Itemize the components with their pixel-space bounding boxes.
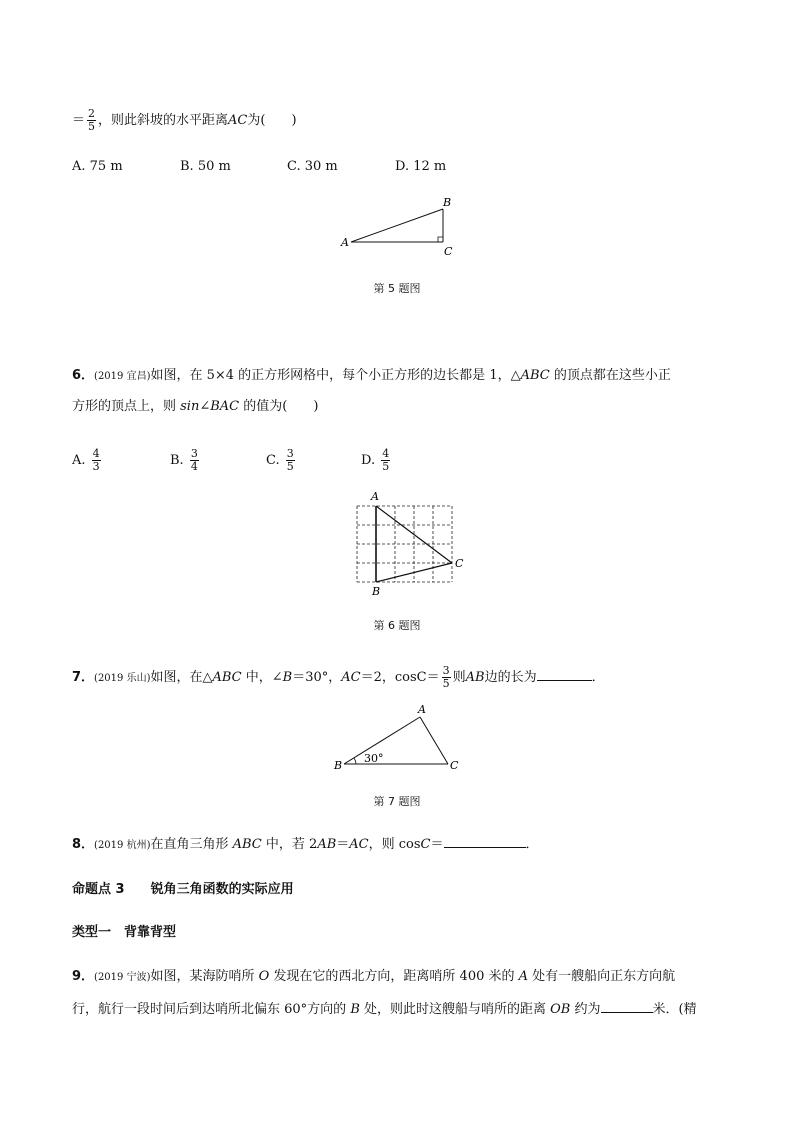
q5-side-ab [351, 209, 443, 242]
q7-text-b: 中，∠ [241, 670, 283, 685]
q6-side-bc [376, 563, 452, 582]
q9-o: O [258, 969, 270, 984]
q8-end: ． [525, 837, 539, 852]
q5-option-d[interactable]: D. 12 m [395, 159, 447, 174]
q8-text-d: ，则 cos [368, 837, 421, 852]
q7-caption: 第 7 题图 [373, 795, 421, 808]
q7-end: ． [591, 670, 605, 685]
q6-opt-d-den: 5 [382, 460, 390, 473]
q9-line2-c: 约为 [570, 1002, 601, 1017]
q8-text-a: 在直角三角形 [150, 837, 233, 852]
q6-label-c: C [455, 557, 464, 570]
q8-text-b: 中，若 2 [261, 837, 318, 852]
q7-label-c: C [450, 759, 459, 772]
q7-ab: AB [465, 670, 485, 685]
q7-figure [328, 700, 468, 780]
q8-ac: AC [349, 837, 369, 852]
section-heading: 命题点 3 锐角三角函数的实际应用 [72, 882, 294, 897]
q8-text-e: ＝ [430, 837, 444, 852]
q6-line2-b: 的值为( ) [239, 399, 319, 414]
q6-opt-c-frac [286, 448, 295, 473]
q5-frac-num: 2 [88, 107, 96, 120]
q5-stem [72, 108, 297, 133]
q9-line1-c: 处有一艘船向正东方向航 [528, 969, 676, 984]
q5-suffix: 为( ) [247, 113, 297, 128]
q6-label-b: B [372, 585, 381, 598]
q5-text: ，则此斜坡的水平距离 [98, 113, 229, 128]
q6-opt-d-num: 4 [382, 447, 390, 460]
q5-option-c[interactable]: C. 30 m [287, 159, 338, 174]
q8-source: (2019 杭州) [94, 840, 151, 851]
q9-line1-a: 如图，某海防哨所 [150, 969, 259, 984]
q6-opt-d-label: D. [361, 453, 376, 468]
q7-stem [72, 665, 605, 690]
q5-caption: 第 5 题图 [373, 282, 421, 295]
q6-opt-a-label: A. [72, 453, 86, 468]
q6-sin-expr: sin∠BAC [180, 399, 240, 414]
q9-line2-d: 米．(精 [652, 1002, 697, 1017]
q6-opt-d-frac [381, 448, 390, 473]
q9-answer-blank[interactable] [601, 1000, 653, 1013]
q6-opt-b-frac [190, 448, 199, 473]
q7-angle-label: 30° [364, 752, 384, 765]
q6-opt-c-label: C. [266, 453, 280, 468]
q5-frac-den: 5 [88, 120, 96, 133]
q8-tri: ABC [232, 837, 262, 852]
q9-a: A [518, 969, 529, 984]
q6-opt-b-label: B. [170, 453, 184, 468]
q6-number: 6． [72, 368, 95, 383]
q6-stem-line1 [72, 366, 671, 387]
q7-number: 7． [72, 670, 95, 685]
q5-label-a: A [341, 236, 349, 249]
q6-opt-a-num: 4 [92, 447, 100, 460]
q9-b: B [350, 1002, 360, 1017]
q6-source: (2019 宜昌) [94, 371, 151, 382]
q8-stem [72, 835, 539, 856]
q9-source: (2019 宁波) [94, 972, 151, 983]
q6-side-ac [376, 506, 452, 563]
q6-tri: ABC [520, 368, 550, 383]
q6-opt-a-frac [92, 448, 101, 473]
q6-grid-figure [345, 488, 475, 600]
q6-opt-a-den: 3 [92, 460, 100, 473]
q5-option-b[interactable]: B. 50 m [180, 159, 231, 174]
q9-line2-a: 行，航行一段时间后到达哨所北偏东 60°方向的 [72, 1002, 351, 1017]
q7-fraction [442, 665, 451, 690]
q6-line1-end: 的顶点都在这些小正 [549, 368, 671, 383]
q5-var-ac: AC [228, 113, 248, 128]
q6-opt-b-den: 4 [190, 460, 198, 473]
q5-fraction [87, 108, 96, 133]
q8-text-c: ＝ [336, 837, 350, 852]
q7-side-ac [420, 717, 448, 764]
q6-option-b[interactable] [170, 448, 201, 473]
q7-tri: ABC [212, 670, 242, 685]
q8-c: C [420, 837, 431, 852]
q9-stem-line2 [72, 1000, 697, 1020]
q5-option-a[interactable]: A. 75 m [72, 159, 123, 174]
q6-caption: 第 6 题图 [373, 619, 421, 632]
q7-label-b: B [334, 759, 343, 772]
q6-stem-line2 [72, 397, 318, 417]
q6-opt-b-num: 3 [190, 447, 198, 460]
q8-number: 8． [72, 837, 95, 852]
q7-text-e: 则 [452, 670, 466, 685]
q7-text-f: 边的长为 [484, 670, 537, 685]
q7-ac: AC [341, 670, 361, 685]
q6-line2-a: 方形的顶点上，则 [72, 399, 181, 414]
q7-angle-b: B [282, 670, 293, 685]
q9-ob: OB [550, 1002, 571, 1017]
q6-grid [357, 506, 452, 582]
q5-label-c: C [444, 245, 453, 258]
q6-option-d[interactable] [361, 448, 392, 473]
q7-text-d: ＝2，cosC＝ [360, 670, 440, 685]
q7-frac-num: 3 [442, 664, 450, 677]
q9-number: 9． [72, 969, 95, 984]
equals-sign: ＝ [72, 113, 86, 128]
q7-text-a: 如图，在△ [150, 670, 213, 685]
q6-opt-c-num: 3 [286, 447, 294, 460]
q6-option-a[interactable] [72, 448, 103, 473]
q5-figure [335, 190, 465, 265]
q7-source: (2019 乐山) [94, 673, 151, 684]
q7-answer-blank[interactable] [537, 668, 592, 681]
q7-frac-den: 5 [442, 677, 450, 690]
q7-text-c: ＝30°， [292, 670, 342, 685]
q9-stem-line1 [72, 967, 675, 988]
q6-opt-c-den: 5 [286, 460, 294, 473]
q6-label-a: A [371, 490, 379, 503]
q9-line2-b: 处，则此时这艘船与哨所的距离 [359, 1002, 551, 1017]
q6-line1: 如图，在 5×4 的正方形网格中，每个小正方形的边长都是 1，△ [150, 368, 521, 383]
type-heading: 类型一 背靠背型 [72, 925, 177, 940]
q7-label-a: A [418, 703, 426, 716]
q6-option-c[interactable] [266, 448, 297, 473]
q5-label-b: B [443, 196, 452, 209]
q7-angle-arc [354, 758, 356, 764]
q5-right-angle-mark [438, 237, 443, 242]
q8-answer-blank[interactable] [444, 835, 526, 848]
q9-line1-b: 发现在它的西北方向，距离哨所 400 米的 [269, 969, 519, 984]
q8-ab: AB [317, 837, 337, 852]
